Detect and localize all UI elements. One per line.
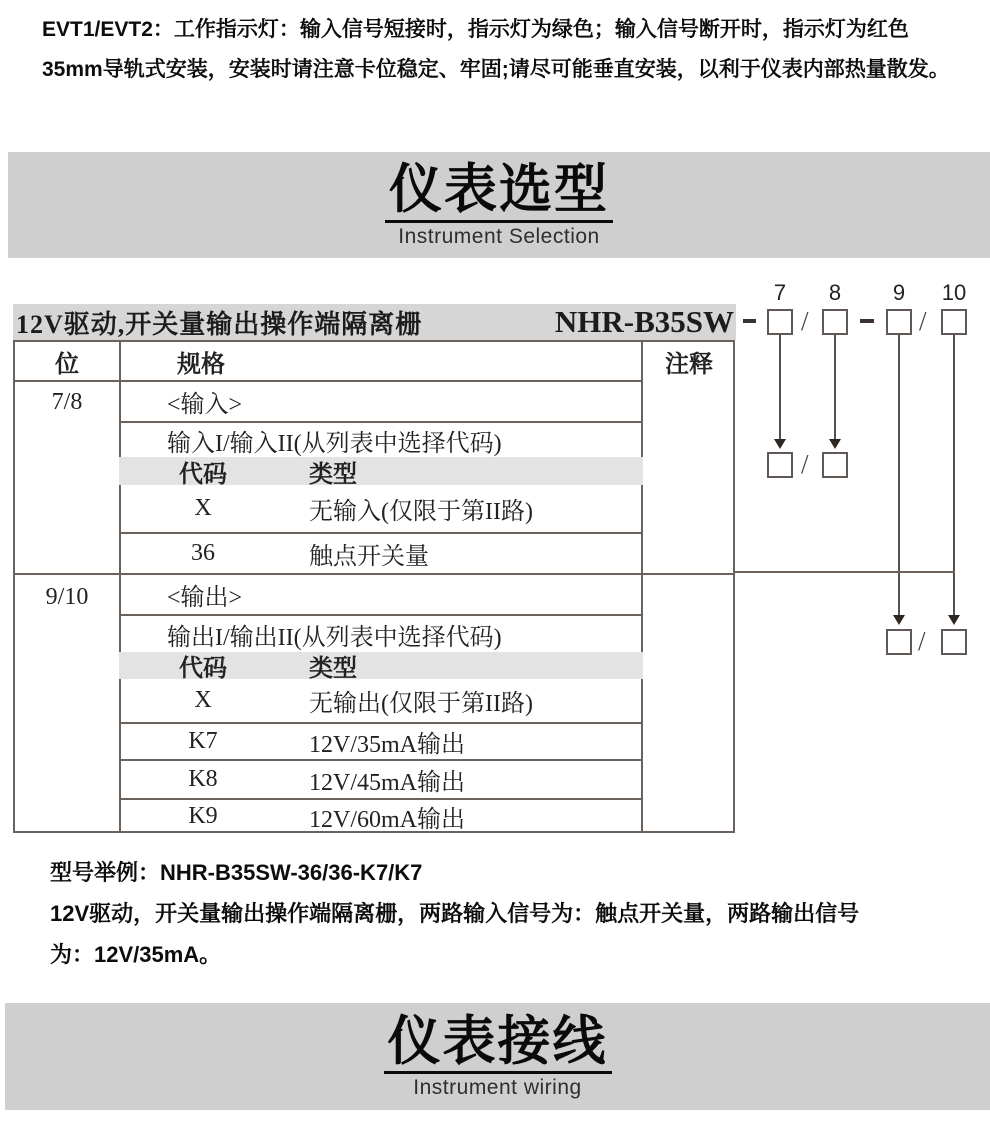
example-line-3: 为：12V/35mA。 (50, 942, 222, 967)
code-box-8 (822, 309, 848, 335)
row-type: 12V/35mA输出 (309, 732, 465, 758)
wiring-banner-title: 仪表接线 (384, 1013, 612, 1074)
row-code: X (194, 495, 212, 521)
leader-line-9 (898, 335, 900, 615)
row-type: 12V/45mA输出 (309, 770, 465, 796)
selection-banner (8, 152, 990, 258)
output-code-box-2 (941, 629, 967, 655)
table-header-divider (15, 380, 643, 382)
output-intro-label: <输出> (167, 585, 243, 611)
digit-8: 8 (828, 280, 842, 305)
pos-9-10: 9/10 (45, 583, 89, 610)
digit-9: 9 (892, 280, 906, 305)
input-select-label: 输入I/输入II(从列表中选择代码) (167, 430, 502, 457)
table-row (15, 485, 737, 532)
model-example (50, 852, 960, 975)
table-row (15, 761, 737, 798)
slash-separator: / (801, 449, 809, 479)
row-code: 36 (191, 540, 215, 566)
slash-separator: / (918, 626, 926, 656)
model-code: NHR-B35SW (554, 304, 734, 339)
slash-separator: / (919, 306, 927, 336)
table-row (15, 679, 737, 722)
arrowhead-8 (829, 439, 841, 449)
wiring-banner-subtitle: Instrument wiring (413, 1076, 582, 1100)
selection-banner-title: 仪表选型 (385, 161, 613, 222)
header-spec: 规格 (177, 351, 225, 378)
table-row (15, 724, 737, 759)
leader-line-7 (779, 335, 781, 439)
row-type: 触点开关量 (309, 544, 429, 570)
row-code: X (194, 687, 212, 713)
leader-line-8 (834, 335, 836, 439)
selection-banner-subtitle: Instrument Selection (398, 224, 600, 248)
header-note: 注释 (665, 351, 713, 378)
input-intro-label: <输入> (167, 392, 243, 418)
code-box-7 (767, 309, 793, 335)
code-type-header-input (15, 457, 737, 488)
code-type-header-output (15, 652, 737, 682)
pos-7-8: 7/8 (51, 388, 83, 415)
model-strip (13, 304, 736, 340)
intro-paragraph (42, 10, 962, 90)
header-pos: 位 (55, 351, 79, 378)
row-code: K9 (188, 803, 218, 829)
intro-line-1: EVT1/EVT2：工作指示灯：输入信号短接时，指示灯为绿色；输入信号断开时，指示灯为红色 (42, 18, 909, 41)
arrowhead-10 (948, 615, 960, 625)
input-code-box-1 (767, 452, 793, 478)
row-type: 12V/60mA输出 (309, 807, 465, 833)
table-section-divider (15, 573, 733, 575)
code-header-input: 代码 (179, 461, 227, 488)
output-select-label: 输出I/输出II(从列表中选择代码) (167, 624, 502, 651)
example-line-1: 型号举例：NHR-B35SW-36/36-K7/K7 (50, 860, 423, 885)
arrowhead-7 (774, 439, 786, 449)
slash-separator: / (801, 306, 809, 336)
type-header-output: 类型 (309, 656, 357, 682)
digit-7: 7 (773, 280, 787, 305)
dash-separator (860, 319, 874, 323)
product-description: 12V驱动,开关量输出操作端隔离栅 (16, 309, 423, 339)
output-code-box-1 (886, 629, 912, 655)
example-line-2: 12V驱动，开关量输出操作端隔离栅，两路输入信号为：触点开关量，两路输出信号 (50, 901, 860, 926)
type-header-input: 类型 (309, 461, 357, 488)
row-type: 无输入(仅限于第II路) (309, 499, 533, 525)
leader-line-10 (953, 335, 955, 615)
digit-10: 10 (941, 280, 967, 305)
arrowhead-9 (893, 615, 905, 625)
row-type: 无输出(仅限于第II路) (309, 691, 533, 717)
code-box-9 (886, 309, 912, 335)
wiring-banner (5, 1003, 990, 1110)
row-code: K7 (188, 728, 218, 754)
intro-line-2: 35mm导轨式安装，安装时请注意卡位稳定、牢固;请尽可能垂直安装，以利于仪表内部热量散发。 (42, 58, 950, 81)
code-box-10 (941, 309, 967, 335)
table-row (15, 800, 737, 833)
dash-separator (743, 319, 756, 323)
input-code-box-2 (822, 452, 848, 478)
selection-table (13, 340, 735, 833)
code-header-output: 代码 (179, 656, 227, 682)
row-code: K8 (188, 766, 218, 792)
table-row (15, 534, 737, 573)
section-divider-extension (735, 571, 955, 573)
